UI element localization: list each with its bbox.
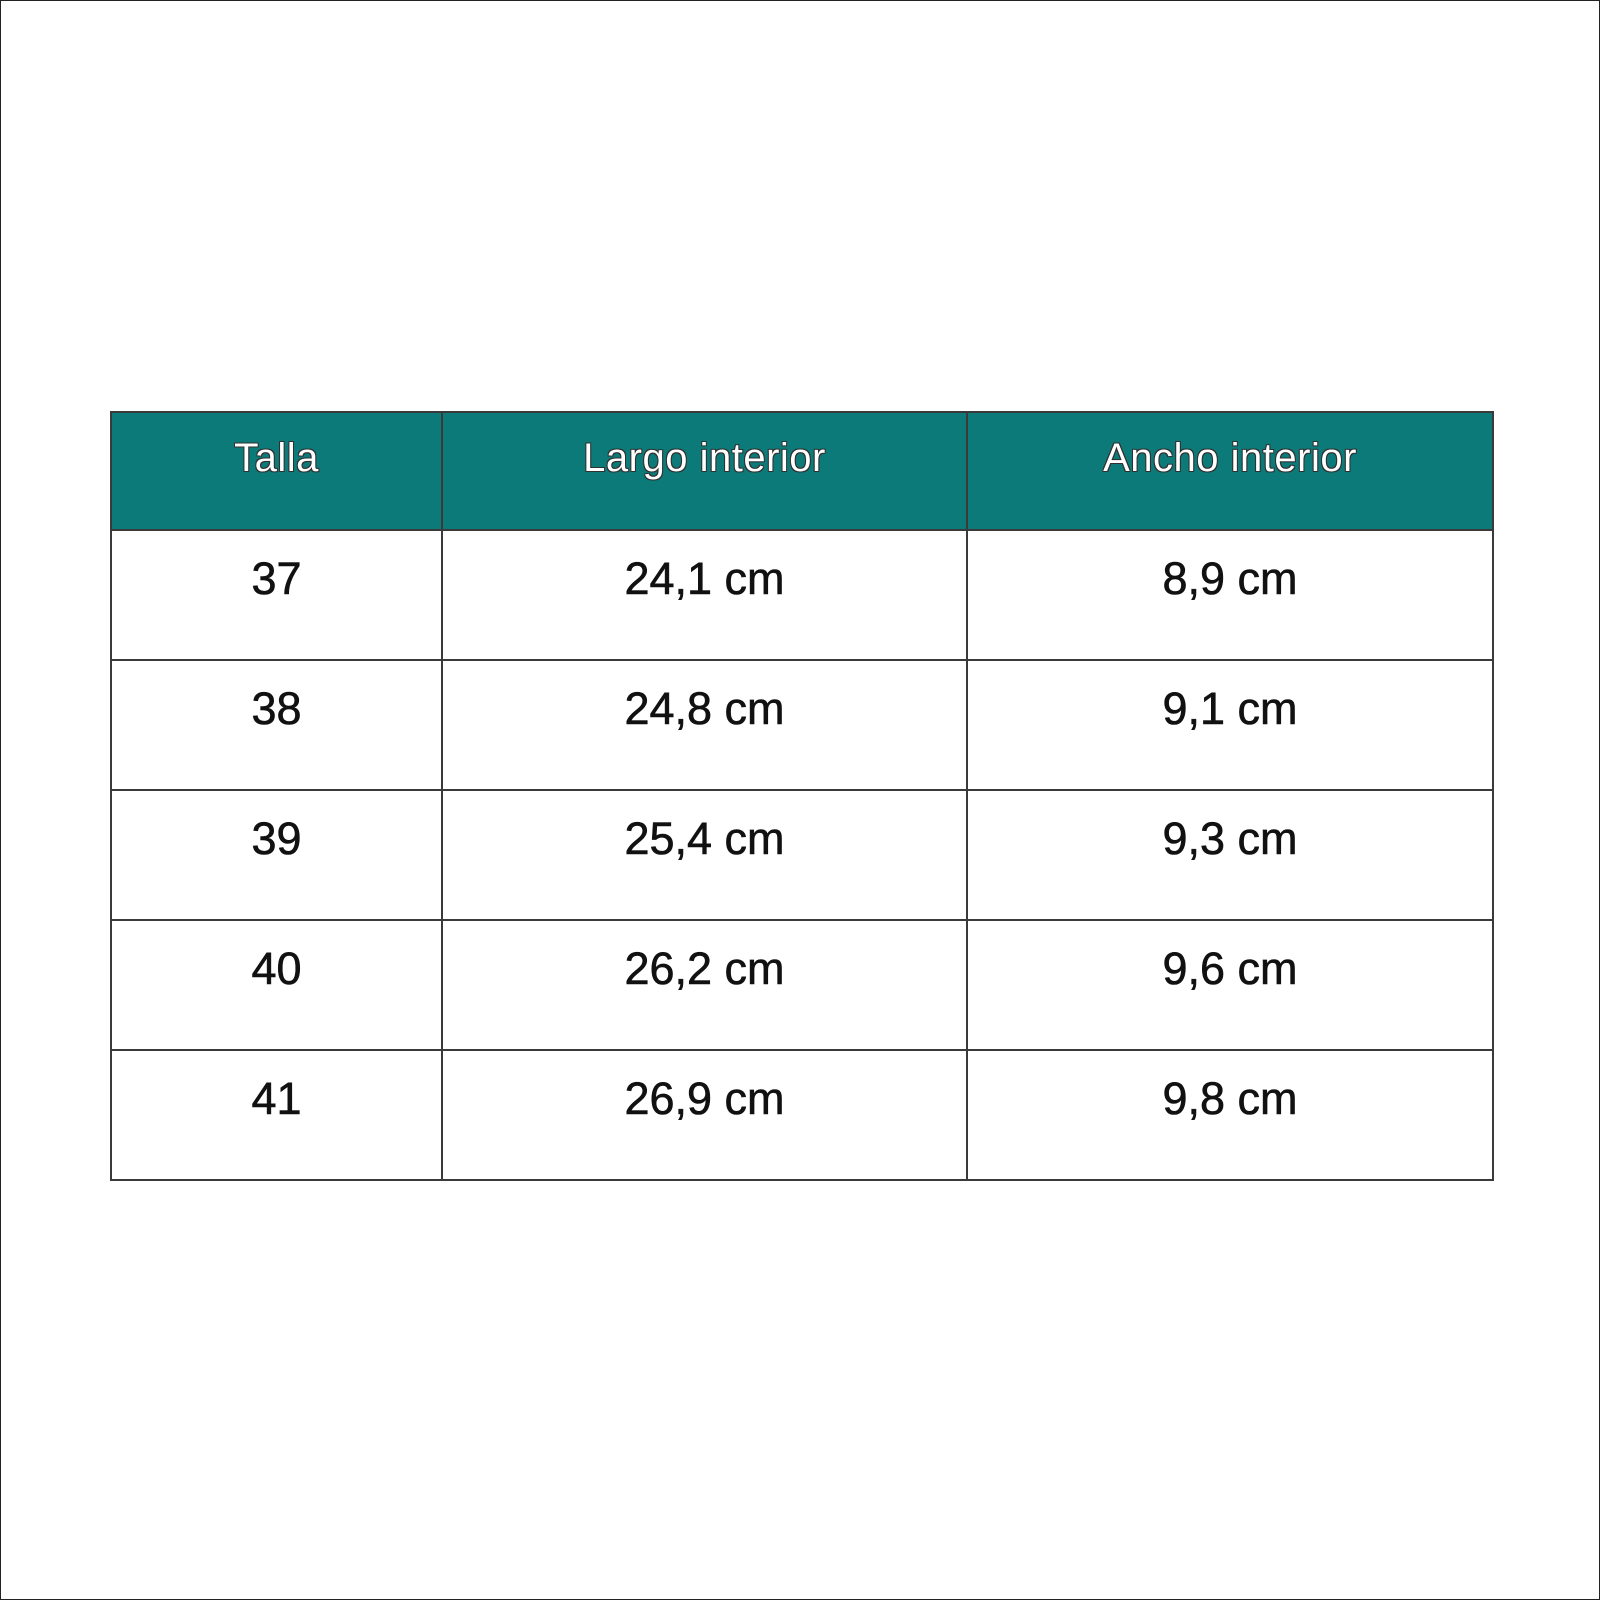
header-row	[111, 412, 1493, 530]
cell-largo: 26,9 cm	[442, 1050, 967, 1180]
cell-talla: 39	[111, 790, 442, 920]
table-row	[111, 660, 1493, 790]
header-ancho-interior: Ancho interior	[967, 412, 1493, 530]
cell-largo: 26,2 cm	[442, 920, 967, 1050]
table-row	[111, 530, 1493, 660]
cell-ancho: 9,1 cm	[967, 660, 1493, 790]
table-row	[111, 920, 1493, 1050]
size-table	[110, 411, 1494, 1181]
cell-largo: 24,1 cm	[442, 530, 967, 660]
cell-talla: 38	[111, 660, 442, 790]
table-row	[111, 790, 1493, 920]
cell-talla: 41	[111, 1050, 442, 1180]
cell-talla: 37	[111, 530, 442, 660]
cell-largo: 24,8 cm	[442, 660, 967, 790]
table-row	[111, 1050, 1493, 1180]
cell-ancho: 9,6 cm	[967, 920, 1493, 1050]
cell-ancho: 9,3 cm	[967, 790, 1493, 920]
cell-talla: 40	[111, 920, 442, 1050]
header-largo-interior: Largo interior	[442, 412, 967, 530]
cell-ancho: 8,9 cm	[967, 530, 1493, 660]
cell-largo: 25,4 cm	[442, 790, 967, 920]
header-talla: Talla	[111, 412, 442, 530]
cell-ancho: 9,8 cm	[967, 1050, 1493, 1180]
